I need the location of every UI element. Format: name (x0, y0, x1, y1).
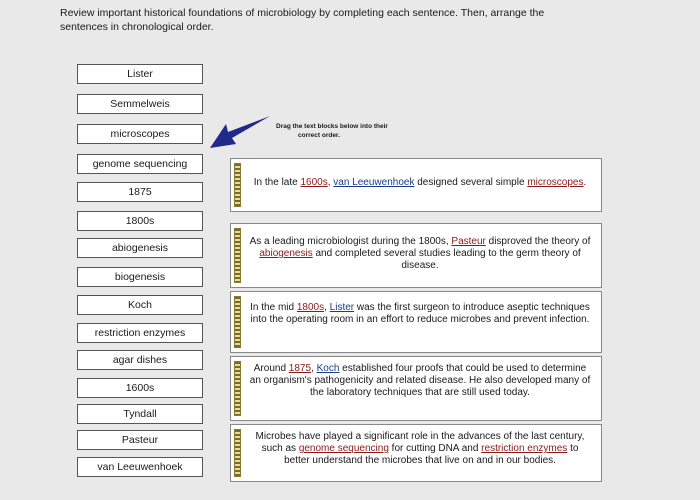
sentence-text: designed several simple (414, 177, 528, 188)
sentence-text: to better understand the microbes that live on and in our bodies. (284, 443, 579, 466)
word-1800s[interactable]: 1800s (77, 211, 203, 231)
drag-handle[interactable] (234, 228, 241, 283)
answer-koch[interactable]: Koch (316, 363, 340, 374)
drag-handle[interactable] (234, 296, 241, 348)
answer-van-leeuwenhoek[interactable]: van Leeuwenhoek (333, 177, 415, 188)
word-biogenesis[interactable]: biogenesis (77, 267, 203, 287)
instructions (60, 6, 660, 34)
word-agar-dishes[interactable]: agar dishes (77, 350, 203, 370)
instructions-line-1: Review important historical foundations of microbiology by completing each sentence. Then, arrange the (60, 7, 545, 19)
answer-microscopes[interactable]: microscopes (527, 177, 584, 188)
word-semmelweis[interactable]: Semmelweis (77, 94, 203, 114)
sentence-text: Microbes have played a significant role in the advances of the last century, such as (255, 431, 585, 454)
answer-pasteur[interactable]: Pasteur (451, 236, 486, 247)
drag-hint-line-1: Drag the text blocks below into their (276, 123, 388, 130)
sentence-text: In the late (253, 177, 301, 188)
arrow-icon (208, 112, 274, 152)
sentence-block-1[interactable] (230, 158, 602, 212)
sentence-text: . (583, 177, 587, 188)
sentence-block-4[interactable] (230, 356, 602, 421)
answer-1800s[interactable]: 1800s (296, 302, 325, 313)
answer-1875[interactable]: 1875 (288, 363, 312, 374)
word-1875[interactable]: 1875 (77, 182, 203, 202)
drag-handle[interactable] (234, 163, 241, 207)
drag-hint-line-2: correct order. (298, 132, 340, 139)
word-1600s[interactable]: 1600s (77, 378, 203, 398)
word-lister[interactable]: Lister (77, 64, 203, 84)
answer-1600s[interactable]: 1600s (300, 177, 328, 188)
sentence-text: , (324, 302, 330, 313)
drag-hint (276, 122, 476, 140)
sentence-text: Around (253, 363, 289, 374)
sentence-text: established four proofs that could be used to determine an organism's pathogenicity and related disease. He also developed many of the laboratory techniques that are still used today. (249, 363, 591, 398)
drag-handle[interactable] (234, 361, 241, 416)
word-microscopes[interactable]: microscopes (77, 124, 203, 144)
word-restriction-enzymes[interactable]: restriction enzymes (77, 323, 203, 343)
drag-handle[interactable] (234, 429, 241, 477)
sentence-text: for cutting DNA and (388, 443, 482, 454)
word-abiogenesis[interactable]: abiogenesis (77, 238, 203, 258)
word-tyndall[interactable]: Tyndall (77, 404, 203, 424)
sentence-text: In the mid (250, 302, 297, 313)
sentence-text: was the first surgeon to introduce aseptic techniques into the operating room in an effort to reduce microbes and prevent infection. (250, 302, 590, 325)
answer-lister[interactable]: Lister (329, 302, 355, 313)
instructions-line-2: sentences in chronological order. (60, 21, 214, 33)
word-van-leeuwenhoek[interactable]: van Leeuwenhoek (77, 457, 203, 477)
sentence-text: As a leading microbiologist during the 1800s, (249, 236, 452, 247)
answer-restriction-enzymes[interactable]: restriction enzymes (481, 443, 568, 454)
sentence-text: disproved the theory of (485, 236, 591, 247)
word-genome-sequencing[interactable]: genome sequencing (77, 154, 203, 174)
sentence-text: , (327, 177, 334, 188)
word-koch[interactable]: Koch (77, 295, 203, 315)
sentence-block-5[interactable] (230, 424, 602, 482)
answer-abiogenesis[interactable]: abiogenesis (259, 248, 313, 259)
sentence-text: and completed several studies leading to the germ theory of disease. (312, 248, 581, 271)
sentence-block-2[interactable] (230, 223, 602, 288)
sentence-block-3[interactable] (230, 291, 602, 353)
word-pasteur[interactable]: Pasteur (77, 430, 203, 450)
answer-genome-sequencing[interactable]: genome sequencing (298, 443, 389, 454)
sentence-text: , (311, 363, 317, 374)
